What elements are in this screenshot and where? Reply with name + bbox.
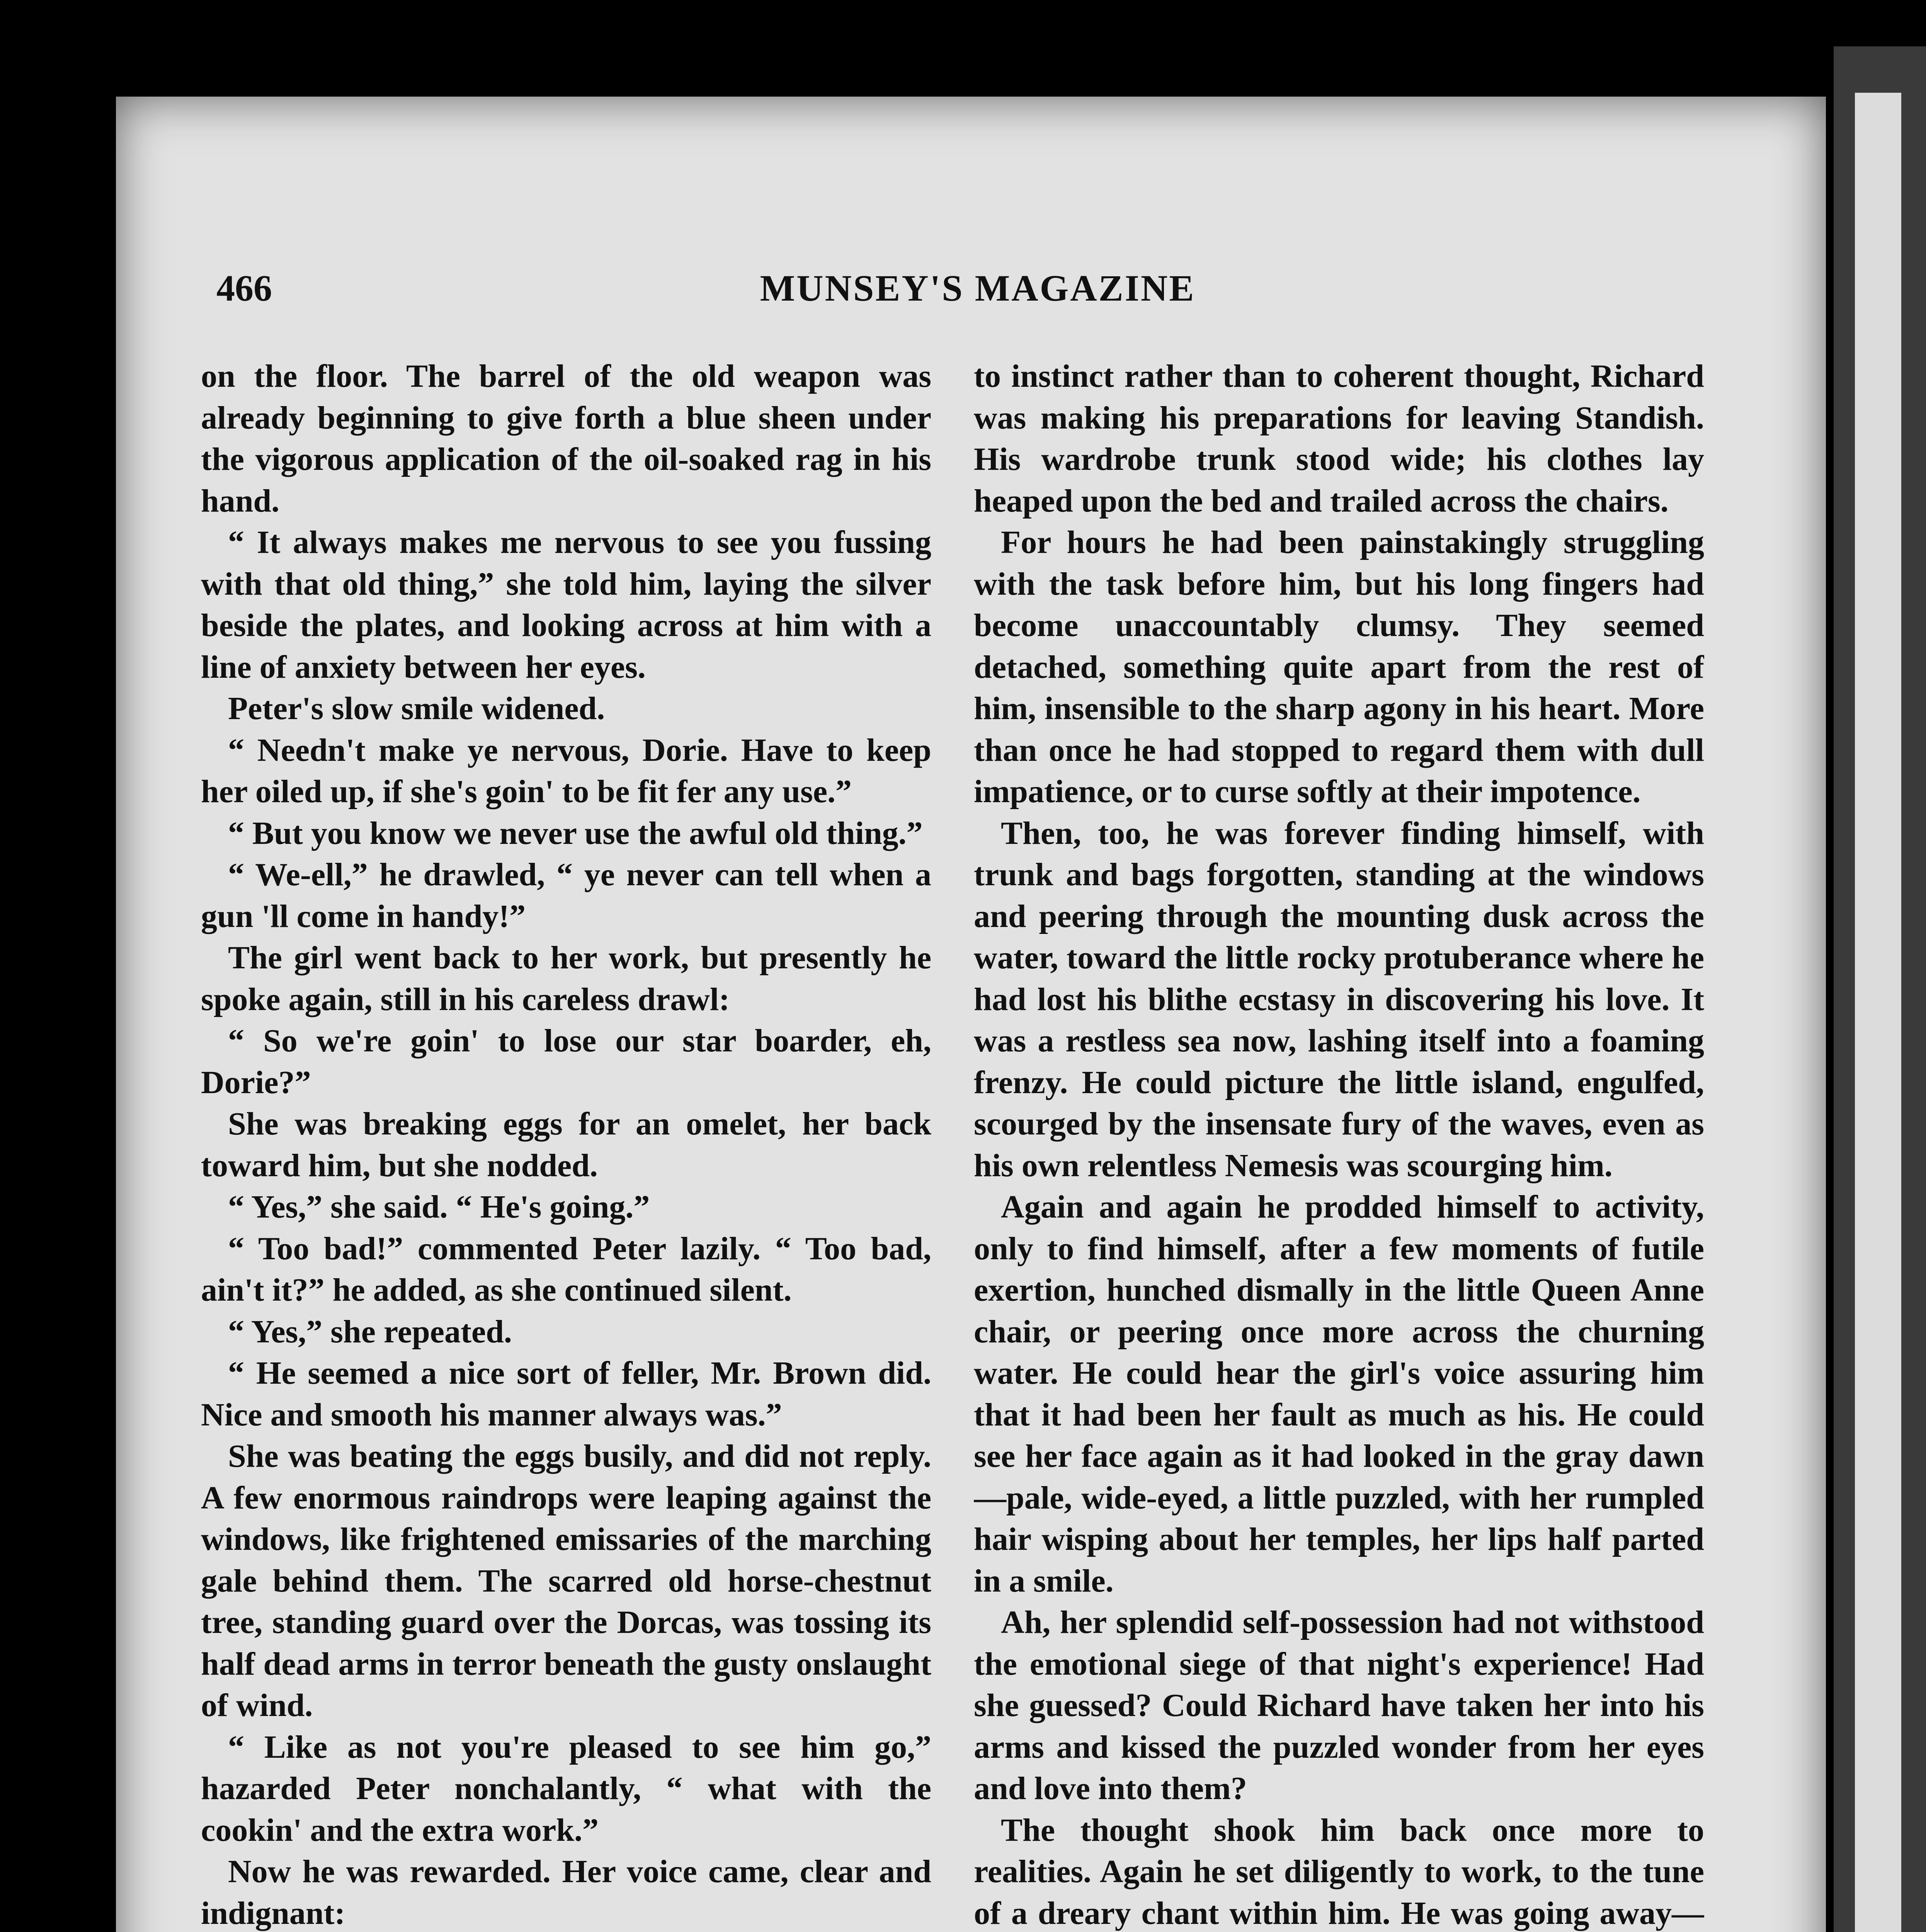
paragraph: The thought shook him back once more to realities. Again he set diligently to work, to the tune of a dreary chant within him. He was going away—	[974, 1812, 1704, 1931]
page-number: 466	[216, 267, 272, 309]
paragraph: “ So we're goin' to lose our star boarder, eh, Dorie?”	[201, 1023, 931, 1100]
right-column	[974, 355, 1704, 1932]
paragraph: For hours he had been painstakingly struggling with the task before him, but his long fingers had become unaccountably clumsy. They seemed detached, something quite apart from the rest of him, insensible to the sharp agony in his heart. More than once he had stopped to regard them with dull impatience, or to curse softly at their impotence.	[974, 524, 1704, 810]
paragraph: “ It always makes me nervous to see you fussing with that old thing,” she told him, laying the silver beside the plates, and looking across at him with a line of anxiety between her eyes.	[201, 524, 931, 685]
adjacent-page-sliver	[1855, 93, 1901, 1932]
paragraph: Again and again he prodded himself to activity, only to find himself, after a few moments of futile exertion, hunched dismally in the little Queen Anne chair, or peering once more across the churning water. He could hear the girl's voice assuring him that it had been her fault as much as his. He could see her face again as it had looked in the gray dawn—pale, wide-eyed, a little puzzled, with her rumpled hair wisping about her temples, her lips half parted in a smile.	[974, 1189, 1704, 1599]
running-title: MUNSEY'S MAGAZINE	[760, 267, 1196, 309]
paragraph: “ Too bad!” commented Peter lazily. “ Too bad, ain't it?” he added, as she continued silent.	[201, 1230, 931, 1308]
paragraph: “ But you know we never use the awful old thing.”	[228, 815, 923, 851]
paragraph: “ He seemed a nice sort of feller, Mr. Brown did. Nice and smooth his manner always was.”	[201, 1355, 931, 1433]
paragraph: “ Needn't make ye nervous, Dorie. Have to keep her oiled up, if she's goin' to be fit fer any use.”	[201, 732, 931, 810]
left-column	[201, 355, 931, 1932]
paragraph: She was beating the eggs busily, and did not reply. A few enormous raindrops were leaping against the windows, like frightened emissaries of the marching gale behind them. The scarred old horse-chestnut tree, standing guard over the Dorcas, was tossing its half dead arms in terror beneath the gusty onslaught of wind.	[201, 1438, 931, 1723]
page-header	[216, 267, 1739, 321]
paragraph: “ Yes,” she repeated.	[228, 1313, 512, 1350]
paragraph: “ We-ell,” he drawled, “ ye never can tell when a gun 'll come in handy!”	[201, 857, 931, 934]
paragraph: Now he was rewarded. Her voice came, clear and indignant:	[201, 1854, 931, 1931]
paragraph: “ Like as not you're pleased to see him go,” hazarded Peter nonchalantly, “ what with the cookin' and the extra work.”	[201, 1729, 931, 1848]
paragraph: to instinct rather than to coherent thought, Richard was making his preparations for leaving Standish. His wardrobe trunk stood wide; his clothes lay heaped upon the bed and trailed across the chairs.	[974, 358, 1704, 519]
paragraph: The girl went back to her work, but presently he spoke again, still in his careless drawl:	[201, 940, 931, 1017]
paragraph: She was breaking eggs for an omelet, her back toward him, but she nodded.	[201, 1106, 931, 1184]
paragraph: on the floor. The barrel of the old weapon was already beginning to give forth a blue sheen under the vigorous application of the oil-soaked rag in his hand.	[201, 358, 931, 519]
paragraph: Then, too, he was forever finding himself, with trunk and bags forgotten, standing at the windows and peering through the mounting dusk across the water, toward the little rocky protuberance where he had lost his blithe ecstasy in discovering his love. It was a restless sea now, lashing itself into a foaming frenzy. He could picture the little island, engulfed, scourged by the insensate fury of the waves, even as his own relentless Nemesis was scourging him.	[974, 815, 1704, 1184]
paragraph: Ah, her splendid self-possession had not withstood the emotional siege of that night's experience! Had she guessed? Could Richard have taken her into his arms and kissed the puzzled wonder from her eyes and love into them?	[974, 1604, 1704, 1806]
paragraph: Peter's slow smile widened.	[228, 690, 605, 726]
paragraph: “ Yes,” she said. “ He's going.”	[228, 1189, 650, 1225]
